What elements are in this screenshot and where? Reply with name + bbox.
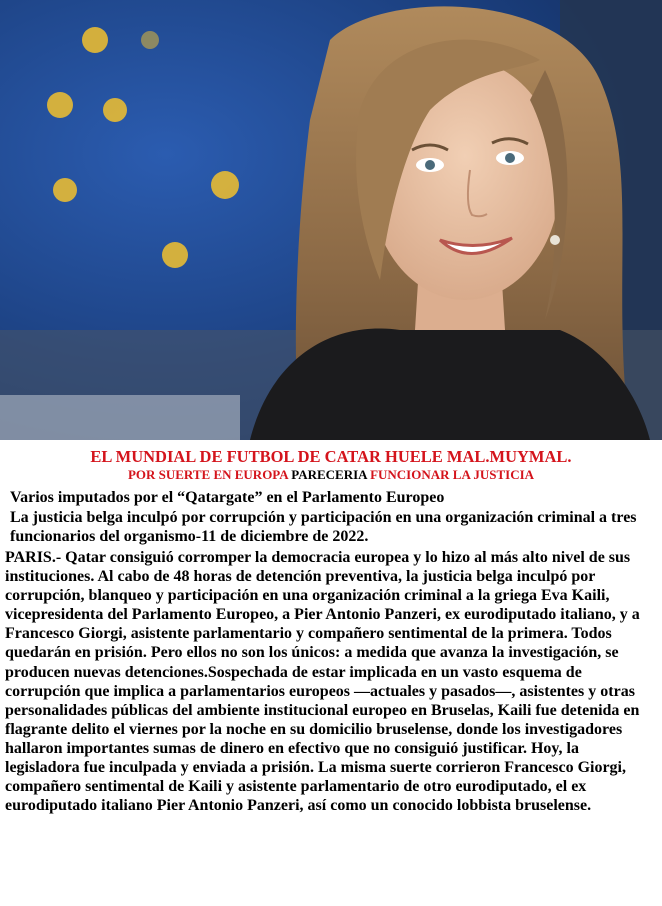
portrait-illustration xyxy=(0,0,662,440)
headline-main: EL MUNDIAL DE FUTBOL DE CATAR HUELE MAL.MUYMAL. xyxy=(90,447,572,466)
desk-surface xyxy=(0,395,240,440)
headline-sub-part2: PARECERIA xyxy=(291,467,367,482)
headline-sub-part1: POR SUERTE EN EUROPA xyxy=(127,467,288,482)
headline-sub-part3: FUNCIONAR LA JUSTICIA xyxy=(370,467,535,482)
article-lead: La justicia belga inculpó por corrupción y participación en una organización criminal a tres funcionarios del organismo-11 de diciembre de 2022. xyxy=(10,509,637,545)
article-body: PARIS.- Qatar consiguió corromper la democracia europea y lo hizo al más alto nivel de sus instituciones. Al cabo de 48 horas de detención preventiva, la justicia belga inculpó por corrupción, blanqueo y participación en una organización criminal a la griega Eva Kaili, vicepresidenta del Parlamento Europeo, a Pier Antonio Panzeri, ex eurodiputado italiano, y a Francesco Giorgi, asistente parlamentario y compañero sentimental de la primera. Todos quedarán en prisión. Pero ellos no son los únicos: a medida que avanza la investigación, se producen nuevas detenciones.Sospechada de estar implicada en un vasto esquema de corrupción que implica a parlamentarios europeos —actuales y pasados—, asistentes y otras personalidades públicas del ambiente institucional europeo en Bruselas, Kaili fue detenida en flagrante delito el viernes por la noche en su domicilio bruselense, donde los investigadores hallaron importantes sumas de dinero en efectivo que no consiguió justificar. Hoy, la legisladora fue inculpada y enviada a prisión. La misma suerte corrieron Francesco Giorgi, compañero sentimental de Kaili y asistente parlamentario de otro eurodiputado, el ex eurodiputado italiano Pier Antonio Panzeri, así como un conocido lobbista bruselense. xyxy=(5,549,640,815)
article-subtitle: Varios imputados por el “Qatargate” en el Parlamento Europeo xyxy=(10,489,445,506)
portrait-photo xyxy=(0,0,662,440)
earring xyxy=(550,235,560,245)
headline-sub xyxy=(0,467,662,482)
